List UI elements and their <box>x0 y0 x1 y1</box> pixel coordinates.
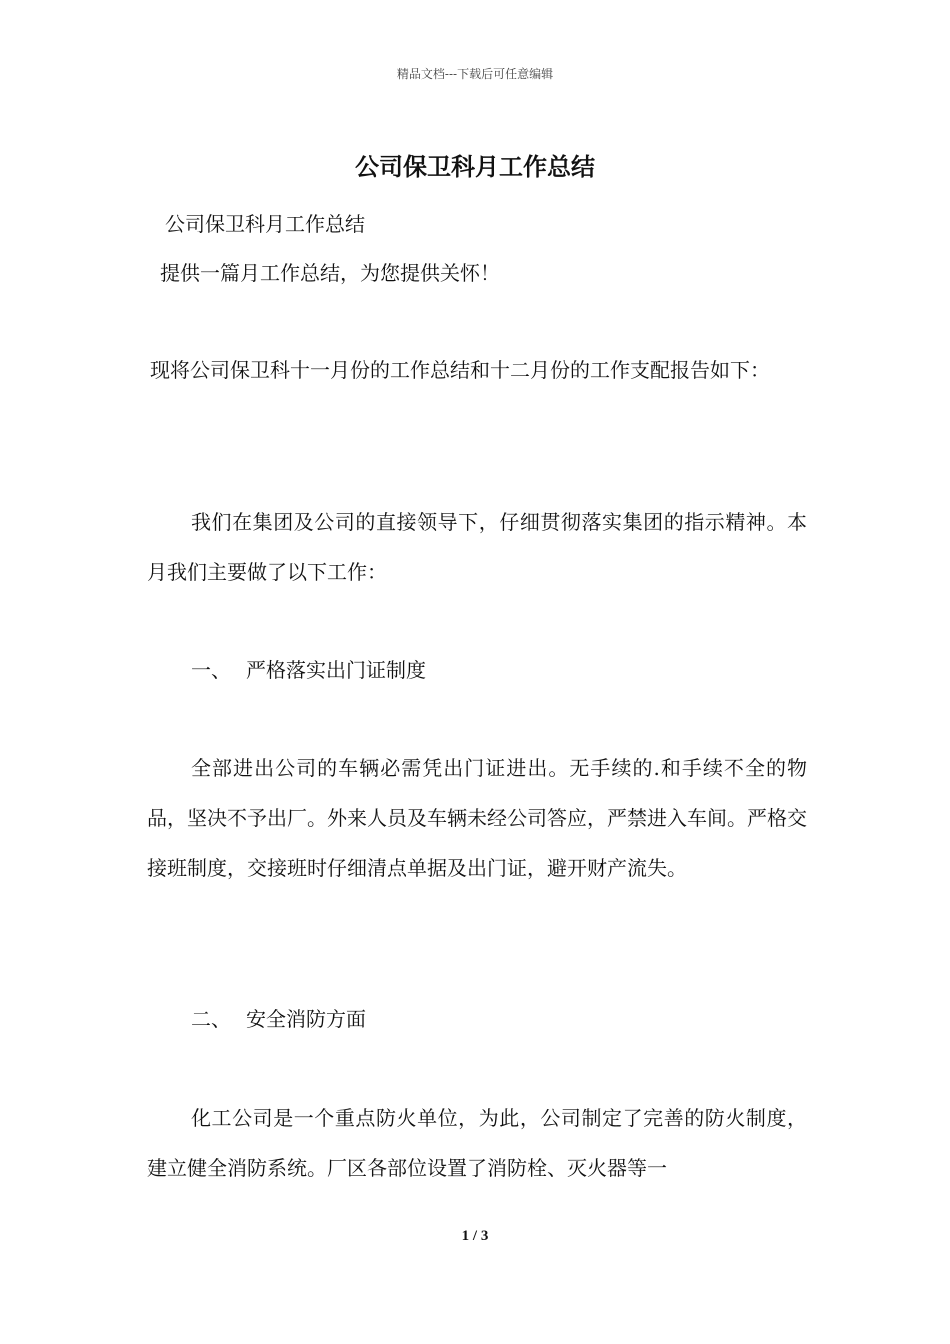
document-title: 公司保卫科月工作总结 <box>355 152 595 181</box>
section-number: 一、 <box>191 658 231 682</box>
section-heading-1 <box>191 656 791 684</box>
document-intro: 提供一篇月工作总结，为您提供关怀！ <box>160 261 500 285</box>
paragraph-report: 现将公司保卫科十一月份的工作总结和十二月份的工作支配报告如下： <box>150 358 770 382</box>
section-heading-2 <box>191 1005 791 1033</box>
section-body-1: 全部进出公司的车辆必需凭出门证进出。无手续的.和手续不全的物品，坚决不予出厂。外来人员及车辆未经公司答应，严禁进入车间。严格交接班制度，交接班时仔细清点单据及出门证，避开财产流失。 <box>147 756 807 880</box>
section-title: 安全消防方面 <box>246 1007 366 1031</box>
section-title: 严格落实出门证制度 <box>246 658 426 682</box>
paragraph-leadership: 我们在集团及公司的直接领导下，仔细贯彻落实集团的指示精神。本月我们主要做了以下工作： <box>147 510 807 584</box>
section-body-2: 化工公司是一个重点防火单位，为此，公司制定了完善的防火制度，建立健全消防系统。厂区各部位设置了消防栓、灭火器等一 <box>147 1106 807 1180</box>
document-subtitle: 公司保卫科月工作总结 <box>165 212 365 236</box>
page-header-note: 精品文档---下载后可任意编辑 <box>396 67 554 81</box>
page-number-indicator: 1 / 3 <box>461 1228 489 1244</box>
section-number: 二、 <box>191 1007 231 1031</box>
